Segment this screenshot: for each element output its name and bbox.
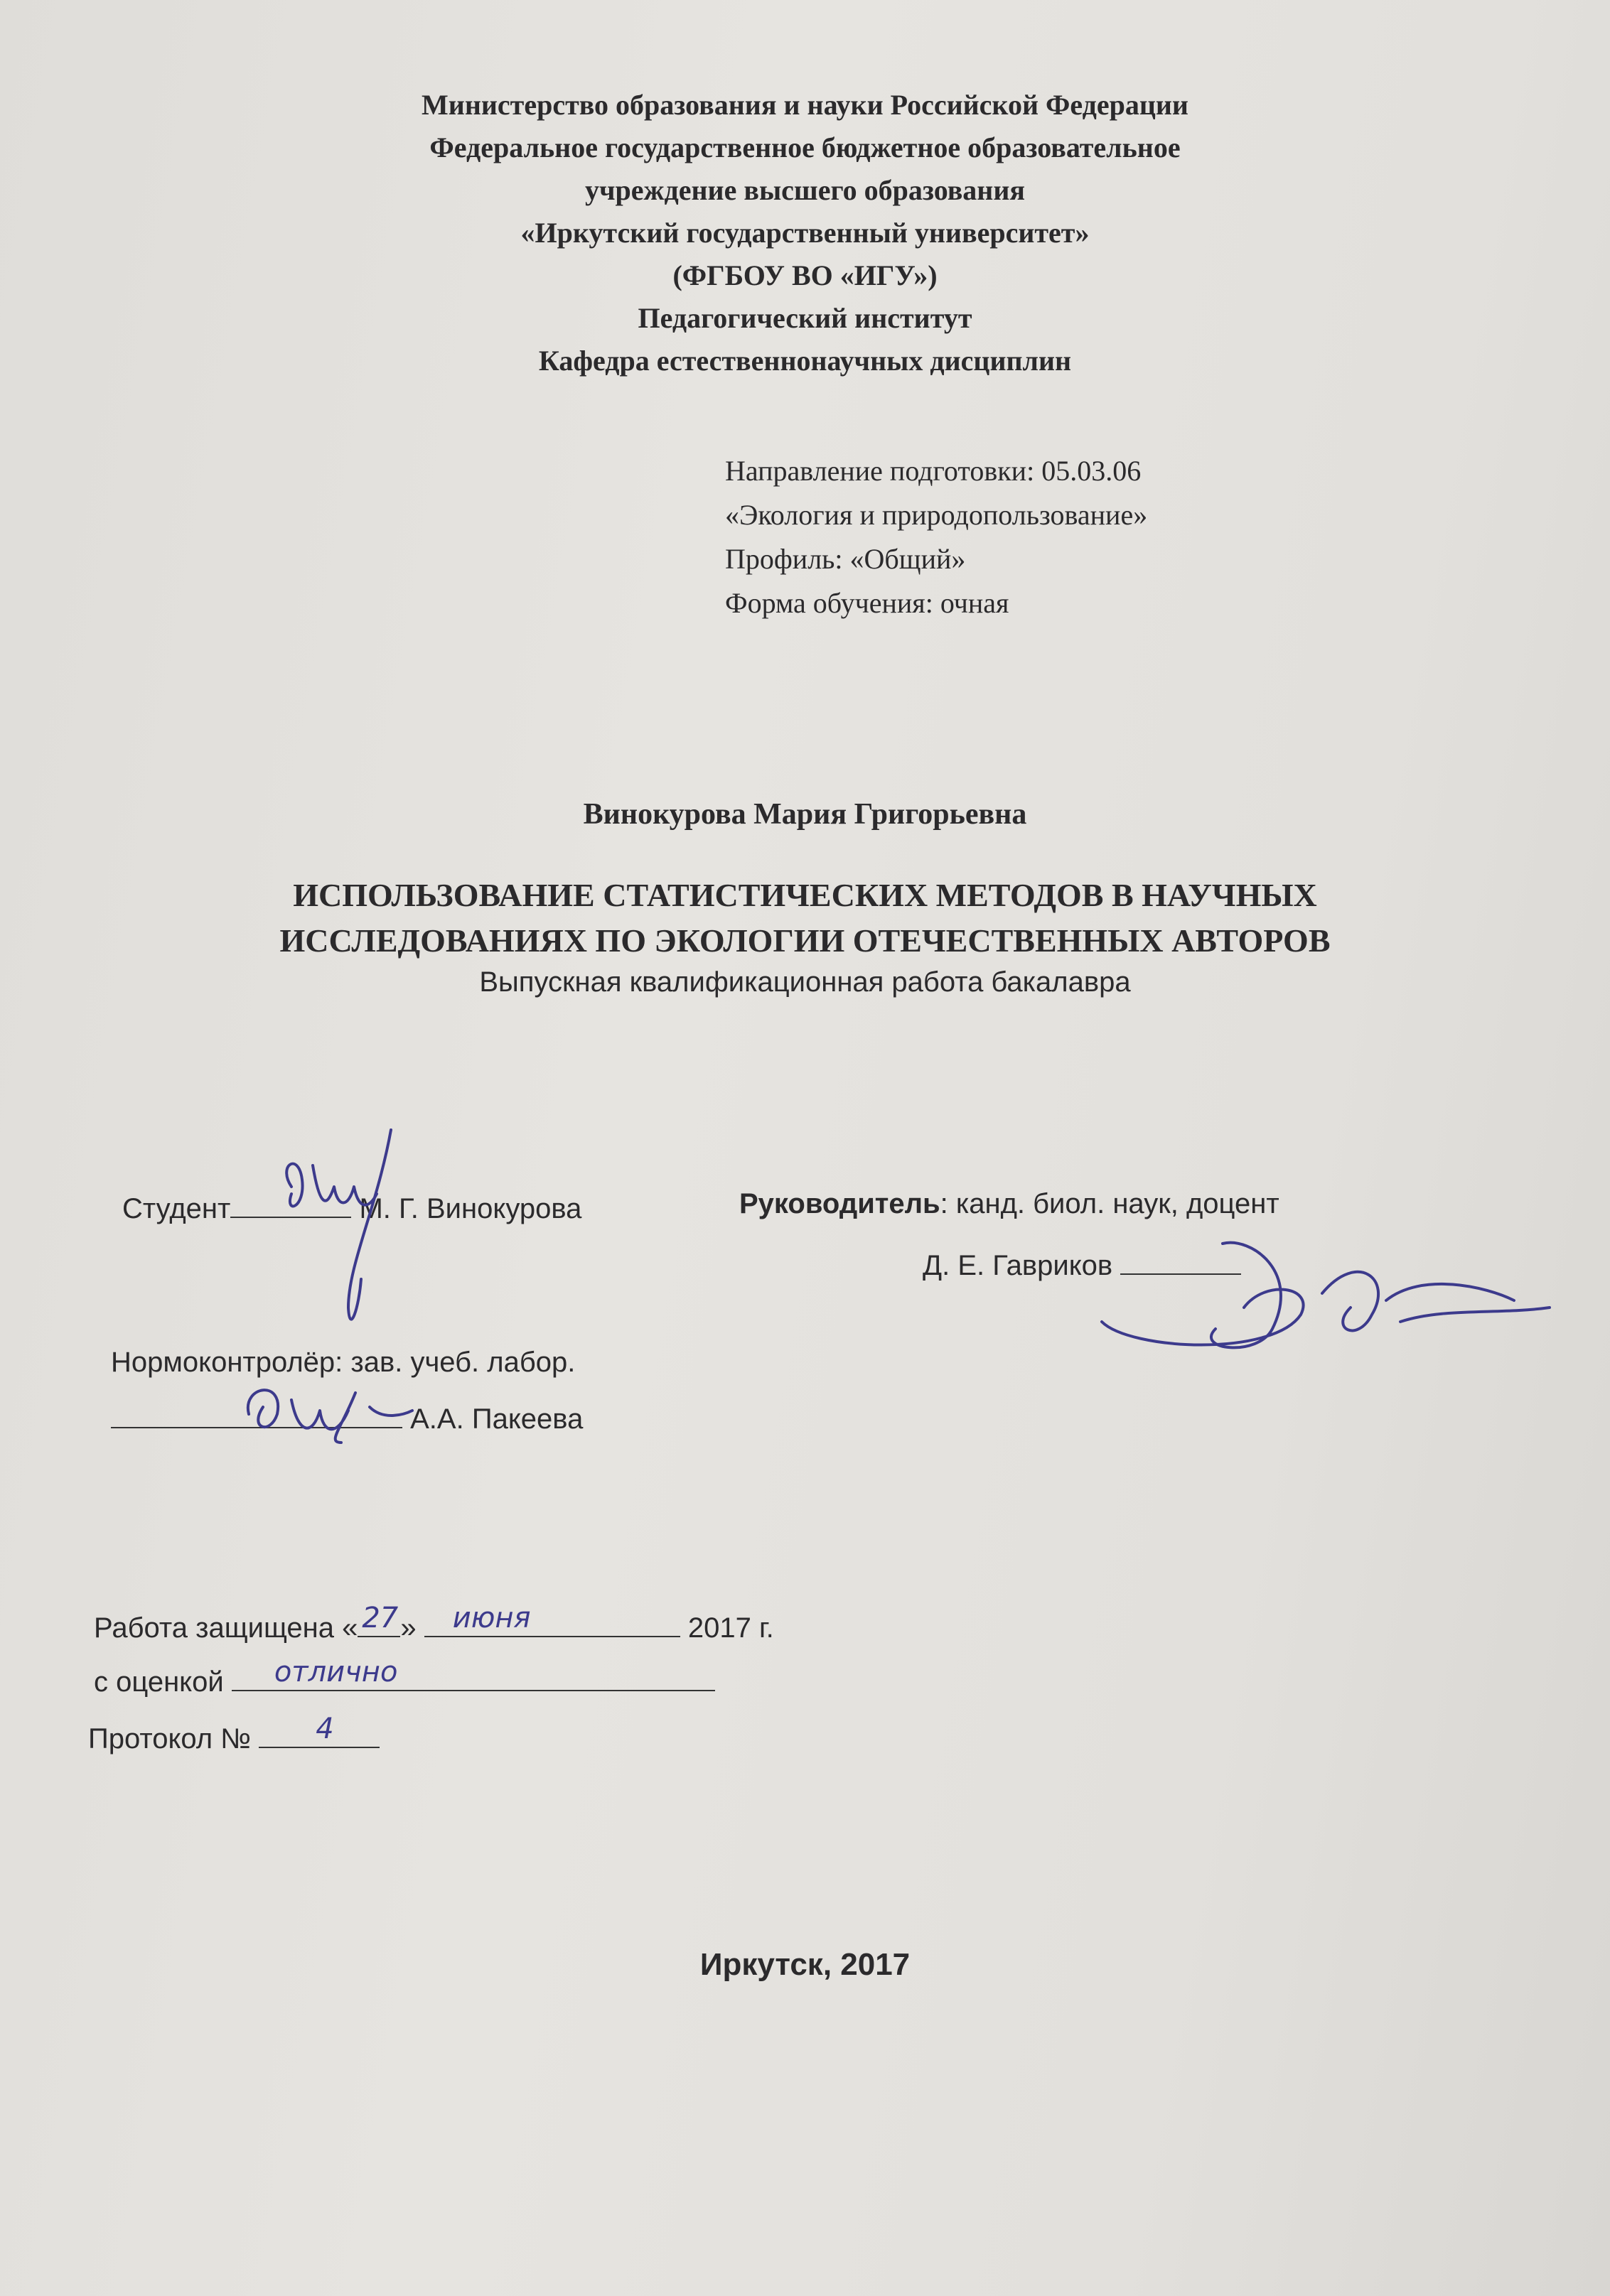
defense-date-line (94, 1602, 774, 1644)
supervisor-label: Руководитель (739, 1188, 940, 1219)
normcontrol-signature-icon (235, 1371, 419, 1450)
program-block (725, 449, 1147, 625)
grade-label: с оценкой (94, 1666, 224, 1698)
normcontrol-label: Нормоконтролёр: зав. учеб. лабор. (111, 1347, 576, 1378)
institution-line-1: Федеральное государственное бюджетное образовательное (429, 131, 1181, 163)
grade-line (94, 1656, 715, 1698)
university-abbr: (ФГБОУ ВО «ИГУ») (672, 259, 938, 291)
defense-month-field: июня (424, 1607, 680, 1637)
thesis-title-line-1: ИСПОЛЬЗОВАНИЕ СТАТИСТИЧЕСКИХ МЕТОДОВ В НАУЧНЫХ (293, 877, 1317, 913)
author-name: Винокурова Мария Григорьевна (583, 798, 1027, 831)
protocol-label: Протокол № (88, 1723, 252, 1755)
student-name: М. Г. Винокурова (359, 1193, 582, 1224)
thesis-subtitle: Выпускная квалификационная работа бакалавра (479, 966, 1131, 998)
defense-day-field: 27 (358, 1607, 400, 1637)
supervisor-title: : канд. биол. наук, доцент (940, 1188, 1279, 1219)
profile-line: Профиль: «Общий» (725, 543, 966, 575)
direction-line: Направление подготовки: 05.03.06 (725, 455, 1142, 487)
normcontrol-name: А.А. Пакеева (410, 1403, 584, 1435)
defense-year: 2017 г. (687, 1612, 774, 1644)
department-name: Кафедра естественнонаучных дисциплин (538, 345, 1072, 377)
university-name: «Иркутский государственный университет» (520, 217, 1090, 249)
thesis-title (0, 873, 1610, 964)
institute-name: Педагогический институт (638, 302, 972, 334)
institution-line-2: учреждение высшего образования (584, 174, 1026, 206)
protocol-field: 4 (259, 1718, 380, 1748)
ministry-line: Министерство образования и науки Российской Федерации (422, 89, 1188, 121)
study-form-line: Форма обучения: очная (725, 587, 1009, 619)
city-year: Иркутск, 2017 (699, 1947, 911, 1982)
student-label: Студент (122, 1193, 231, 1224)
quote-close: » (400, 1612, 417, 1644)
supervisor-name: Д. Е. Гавриков (923, 1250, 1113, 1281)
student-signature-icon (270, 1123, 398, 1336)
header-block (0, 84, 1610, 382)
supervisor-signature-icon (1088, 1208, 1557, 1379)
thesis-title-line-2: ИССЛЕДОВАНИЯХ ПО ЭКОЛОГИИ ОТЕЧЕСТВЕННЫХ АВТОРОВ (279, 922, 1331, 959)
direction-name: «Экология и природопользование» (725, 499, 1148, 531)
protocol-line (88, 1713, 380, 1755)
defense-prefix: Работа защищена « (94, 1612, 358, 1644)
grade-field: отлично (232, 1661, 715, 1691)
